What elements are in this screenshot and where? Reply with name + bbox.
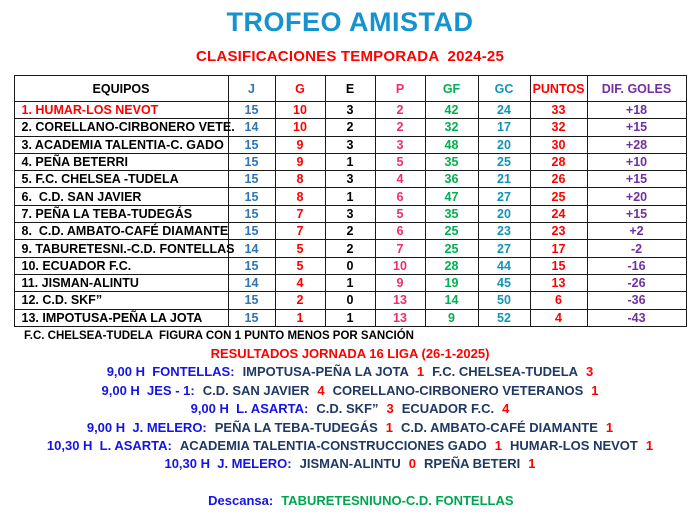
results-title: RESULTADOS JORNADA 16 LIGA (26-1-2025) [210,345,490,361]
team-name-cell: 13. IMPOTUSA-PEÑA LA JOTA [14,309,228,326]
standings-table-body [14,102,686,327]
gf-cell: 32 [425,119,478,136]
table-row [14,188,686,205]
p-cell: 13 [375,292,425,309]
home-team: C.D. SAN JAVIER [202,382,310,398]
table-row [14,223,686,240]
gf-cell: 28 [425,257,478,274]
table-row [14,257,686,274]
gf-cell: 35 [425,153,478,170]
dif-cell: +10 [587,153,686,170]
p-cell: 3 [375,136,425,153]
g-cell: 4 [275,274,325,291]
dif-cell: +2 [587,223,686,240]
table-row [14,240,686,257]
g-cell: 9 [275,136,325,153]
e-cell: 3 [325,171,375,188]
gf-cell: 48 [425,136,478,153]
table-row [14,205,686,222]
home-score: 1 [494,437,503,453]
e-cell: 2 [325,119,375,136]
home-team: IMPOTUSA-PEÑA LA JOTA [242,364,409,380]
away-score: 1 [605,419,614,435]
header-row [14,76,686,102]
column-header-e: E [325,76,375,102]
away-team: RPEÑA BETERI [423,456,521,472]
table-row [14,171,686,188]
match-time-venue: 10,30 H L. ASARTA: [46,437,172,453]
puntos-cell: 33 [530,102,587,119]
gf-cell: 25 [425,223,478,240]
standings-table-header [14,76,686,102]
dif-cell: +28 [587,136,686,153]
gf-cell: 14 [425,292,478,309]
column-header-dif: DIF. GOLES [587,76,686,102]
away-team: CORELLANO-CIRBONERO VETERANOS [332,382,584,398]
e-cell: 1 [325,188,375,205]
team-name-cell: 2. CORELLANO-CIRBONERO VETE. [14,119,228,136]
home-team: PEÑA LA TEBA-TUDEGÁS [214,419,378,435]
e-cell: 3 [325,102,375,119]
gc-cell: 52 [478,309,530,326]
p-cell: 2 [375,102,425,119]
rest-line [0,474,700,529]
e-cell: 3 [325,136,375,153]
puntos-cell: 28 [530,153,587,170]
gf-cell: 36 [425,171,478,188]
dif-cell: -2 [587,240,686,257]
home-score: 3 [386,401,394,417]
dif-cell: +15 [587,171,686,188]
away-score: 1 [528,456,536,472]
j-cell: 15 [228,257,275,274]
column-header-puntos: PUNTOS [530,76,587,102]
p-cell: 10 [375,257,425,274]
match-time-venue: 9,00 H FONTELLAS: [106,364,235,380]
j-cell: 15 [228,188,275,205]
p-cell: 6 [375,188,425,205]
puntos-cell: 32 [530,119,587,136]
dif-cell: -36 [587,292,686,309]
dif-cell: +20 [587,188,686,205]
team-name-cell: 5. F.C. CHELSEA -TUDELA [14,171,228,188]
j-cell: 15 [228,171,275,188]
column-header-team: EQUIPOS [14,76,228,102]
puntos-cell: 23 [530,223,587,240]
home-score: 0 [408,456,416,472]
p-cell: 4 [375,171,425,188]
page-subtitle: CLASIFICACIONES TEMPORADA 2024-25 [196,48,504,65]
g-cell: 9 [275,153,325,170]
home-team: JISMAN-ALINTU [299,456,401,472]
gf-cell: 35 [425,205,478,222]
e-cell: 0 [325,292,375,309]
table-row [14,102,686,119]
standings-table [14,75,687,327]
away-score: 3 [586,364,594,380]
match-result-line [0,382,700,400]
match-time-venue: 9,00 H JES - 1: [101,382,195,398]
e-cell: 2 [325,240,375,257]
table-row [14,136,686,153]
g-cell: 8 [275,188,325,205]
sanction-note: F.C. CHELSEA-TUDELA FIGURA CON 1 PUNTO MENOS POR SANCIÓN [24,329,414,342]
team-name-cell: 6. C.D. SAN JAVIER [14,188,228,205]
away-team: C.D. AMBATO-CAFÉ DIAMANTE [400,419,598,435]
g-cell: 5 [275,257,325,274]
away-team: F.C. CHELSEA-TUDELA [432,364,579,380]
g-cell: 1 [275,309,325,326]
g-cell: 7 [275,205,325,222]
gf-cell: 47 [425,188,478,205]
match-result-line [0,437,700,455]
gf-cell: 19 [425,274,478,291]
match-result-line [0,455,700,473]
gc-cell: 27 [478,240,530,257]
away-score: 1 [645,437,654,453]
home-score: 1 [385,419,393,435]
j-cell: 15 [228,153,275,170]
e-cell: 1 [325,153,375,170]
gc-cell: 21 [478,171,530,188]
puntos-cell: 6 [530,292,587,309]
puntos-cell: 24 [530,205,587,222]
match-time-venue: 9,00 H L. ASARTA: [190,401,309,417]
e-cell: 1 [325,309,375,326]
p-cell: 7 [375,240,425,257]
team-name-cell: 8. C.D. AMBATO-CAFÉ DIAMANTE [14,223,228,240]
puntos-cell: 25 [530,188,587,205]
away-team: ECUADOR F.C. [401,401,495,417]
team-name-cell: 7. PEÑA LA TEBA-TUDEGÁS [14,205,228,222]
p-cell: 5 [375,153,425,170]
gc-cell: 23 [478,223,530,240]
j-cell: 15 [228,292,275,309]
column-header-j: J [228,76,275,102]
team-name-cell: 1. HUMAR-LOS NEVOT [14,102,228,119]
p-cell: 6 [375,223,425,240]
gc-cell: 17 [478,119,530,136]
page-title: TROFEO AMISTAD [226,7,474,37]
puntos-cell: 13 [530,274,587,291]
gc-cell: 20 [478,136,530,153]
j-cell: 15 [228,309,275,326]
puntos-cell: 17 [530,240,587,257]
e-cell: 2 [325,223,375,240]
rest-label: Descansa: [208,493,274,509]
match-result-line [0,363,700,381]
home-team: C.D. SKF” [316,401,379,417]
j-cell: 14 [228,119,275,136]
gc-cell: 25 [478,153,530,170]
gf-cell: 42 [425,102,478,119]
team-name-cell: 11. JISMAN-ALINTU [14,274,228,291]
column-header-gc: GC [478,76,530,102]
p-cell: 9 [375,274,425,291]
team-name-cell: 10. ECUADOR F.C. [14,257,228,274]
g-cell: 5 [275,240,325,257]
dif-cell: +15 [587,205,686,222]
table-row [14,292,686,309]
gf-cell: 25 [425,240,478,257]
table-row [14,309,686,326]
gc-cell: 50 [478,292,530,309]
results-list [0,363,700,473]
dif-cell: -43 [587,309,686,326]
column-header-gf: GF [425,76,478,102]
j-cell: 15 [228,205,275,222]
team-name-cell: 4. PEÑA BETERRI [14,153,228,170]
e-cell: 0 [325,257,375,274]
j-cell: 15 [228,102,275,119]
dif-cell: -16 [587,257,686,274]
home-score: 4 [317,382,325,398]
table-row [14,274,686,291]
gc-cell: 27 [478,188,530,205]
g-cell: 2 [275,292,325,309]
j-cell: 15 [228,136,275,153]
table-row [14,119,686,136]
gc-cell: 44 [478,257,530,274]
team-name-cell: 9. TABURETESNI.-C.D. FONTELLAS [14,240,228,257]
rest-team: TABURETESNIUNO-C.D. FONTELLAS [281,493,514,509]
table-row [14,153,686,170]
g-cell: 10 [275,119,325,136]
column-header-p: P [375,76,425,102]
puntos-cell: 4 [530,309,587,326]
g-cell: 10 [275,102,325,119]
j-cell: 14 [228,274,275,291]
home-team: ACADEMIA TALENTIA-CONSTRUCCIONES GADO [179,437,487,453]
match-result-line [0,400,700,418]
gc-cell: 45 [478,274,530,291]
j-cell: 14 [228,240,275,257]
match-result-line [0,419,700,437]
puntos-cell: 30 [530,136,587,153]
results-section [0,345,700,529]
match-time-venue: 10,30 H J. MELERO: [164,456,292,472]
gf-cell: 9 [425,309,478,326]
g-cell: 7 [275,223,325,240]
dif-cell: -26 [587,274,686,291]
away-team: HUMAR-LOS NEVOT [510,437,638,453]
column-header-g: G [275,76,325,102]
gc-cell: 24 [478,102,530,119]
away-score: 4 [502,401,510,417]
team-name-cell: 12. C.D. SKF” [14,292,228,309]
p-cell: 13 [375,309,425,326]
away-score: 1 [591,382,599,398]
j-cell: 15 [228,223,275,240]
puntos-cell: 15 [530,257,587,274]
home-score: 1 [416,364,425,380]
team-name-cell: 3. ACADEMIA TALENTIA-C. GADO [14,136,228,153]
e-cell: 3 [325,205,375,222]
dif-cell: +15 [587,119,686,136]
gc-cell: 20 [478,205,530,222]
p-cell: 5 [375,205,425,222]
p-cell: 2 [375,119,425,136]
match-time-venue: 9,00 H J. MELERO: [86,419,207,435]
e-cell: 1 [325,274,375,291]
g-cell: 8 [275,171,325,188]
dif-cell: +18 [587,102,686,119]
puntos-cell: 26 [530,171,587,188]
